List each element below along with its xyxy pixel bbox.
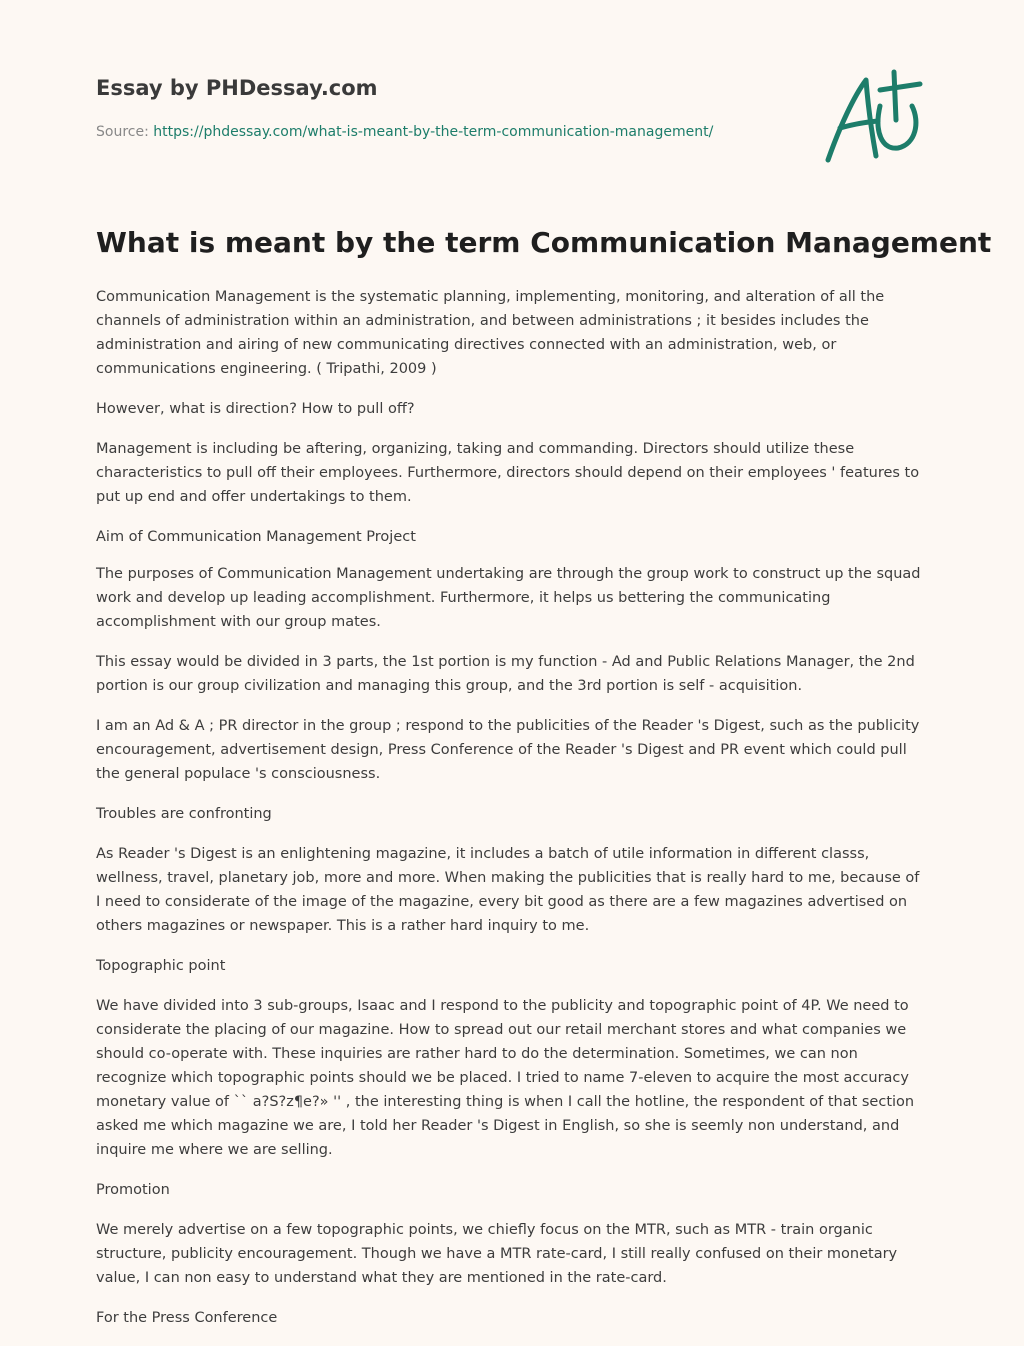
paragraph: I am an Ad & A ; PR director in the group ; respond to the publicities of the Reader 's Digest, such as the publicity encouragement, advertisement design, Press Conference of the Reader 's Digest and PR event which could pull the general populace 's consciousness. bbox=[96, 718, 920, 782]
paragraph: As Reader 's Digest is an enlightening magazine, it includes a batch of utile information in different classs, wellness, travel, planetary job, more and more. When making the publicities that is really hard to me, because of I need to considerate of the image of the magazine, every bit good as there are a few magazines advertised on others magazines or newspaper. This is a rather hard inquiry to me. bbox=[96, 846, 920, 934]
section-heading: For the Press Conference bbox=[96, 1310, 278, 1326]
paragraph: The purposes of Communication Management undertaking are through the group work to construct up the squad work and develop up leading accomplishment. Furthermore, it helps us bettering the communicating accomplishment with our group mates. bbox=[96, 566, 921, 630]
source-label: Source: bbox=[96, 124, 154, 140]
a-plus-logo-icon bbox=[820, 66, 928, 168]
paragraph: We merely advertise on a few topographic points, we chiefly focus on the MTR, such as MTR - train organic structure, publicity encouragement. Though we have a MTR rate-card, I still really confused on their monetary value, I can non easy to understand what they are mentioned in the rate-card. bbox=[96, 1222, 898, 1286]
source-line bbox=[96, 124, 713, 140]
paragraph: This essay would be divided in 3 parts, the 1st portion is my function - Ad and Public Relations Manager, the 2nd portion is our group civilization and managing this group, and the 3rd portion is self - acquisition. bbox=[96, 654, 915, 694]
brand-title: Essay by PHDessay.com bbox=[96, 76, 378, 100]
paragraph: We have divided into 3 sub-groups, Isaac and I respond to the publicity and topographic point of 4P. We need to considerate the placing of our magazine. How to spread out our retail merchant stores and what companies we should co-operate with. These inquiries are rather hard to do the determination. Sometimes, we can non recognize which topographic points should we be placed. I tried to name 7-eleven to acquire the most accuracy monetary value of `` a?S?z¶e?» '' , the interesting thing is when I call the hotline, the respondent of that section asked me which magazine we are, I told her Reader 's Digest in English, so she is seemly non understand, and inquire me where we are selling. bbox=[96, 998, 915, 1158]
paragraph: Communication Management is the systematic planning, implementing, monitoring, and alteration of all the channels of administration within an administration, and between administrations ; it besides includes the administration and airing of new communicating directives connected with an administration, web, or communications engineering. ( Tripathi, 2009 ) bbox=[96, 289, 885, 377]
essay-body bbox=[96, 285, 928, 1346]
section-heading: Troubles are confronting bbox=[96, 806, 272, 822]
paragraph: Management is including be aftering, organizing, taking and commanding. Directors should utilize these characteristics to pull off their employees. Furthermore, directors should depend on their employees ' features to put up end and offer undertakings to them. bbox=[96, 441, 920, 505]
source-link[interactable]: https://phdessay.com/what-is-meant-by-the-term-communication-management/ bbox=[153, 124, 714, 140]
section-heading: Promotion bbox=[96, 1182, 170, 1198]
paragraph: However, what is direction? How to pull off? bbox=[96, 401, 415, 417]
essay-title: What is meant by the term Communication Management bbox=[96, 226, 992, 259]
section-heading: Topographic point bbox=[96, 958, 226, 974]
section-heading: Aim of Communication Management Project bbox=[96, 529, 416, 545]
